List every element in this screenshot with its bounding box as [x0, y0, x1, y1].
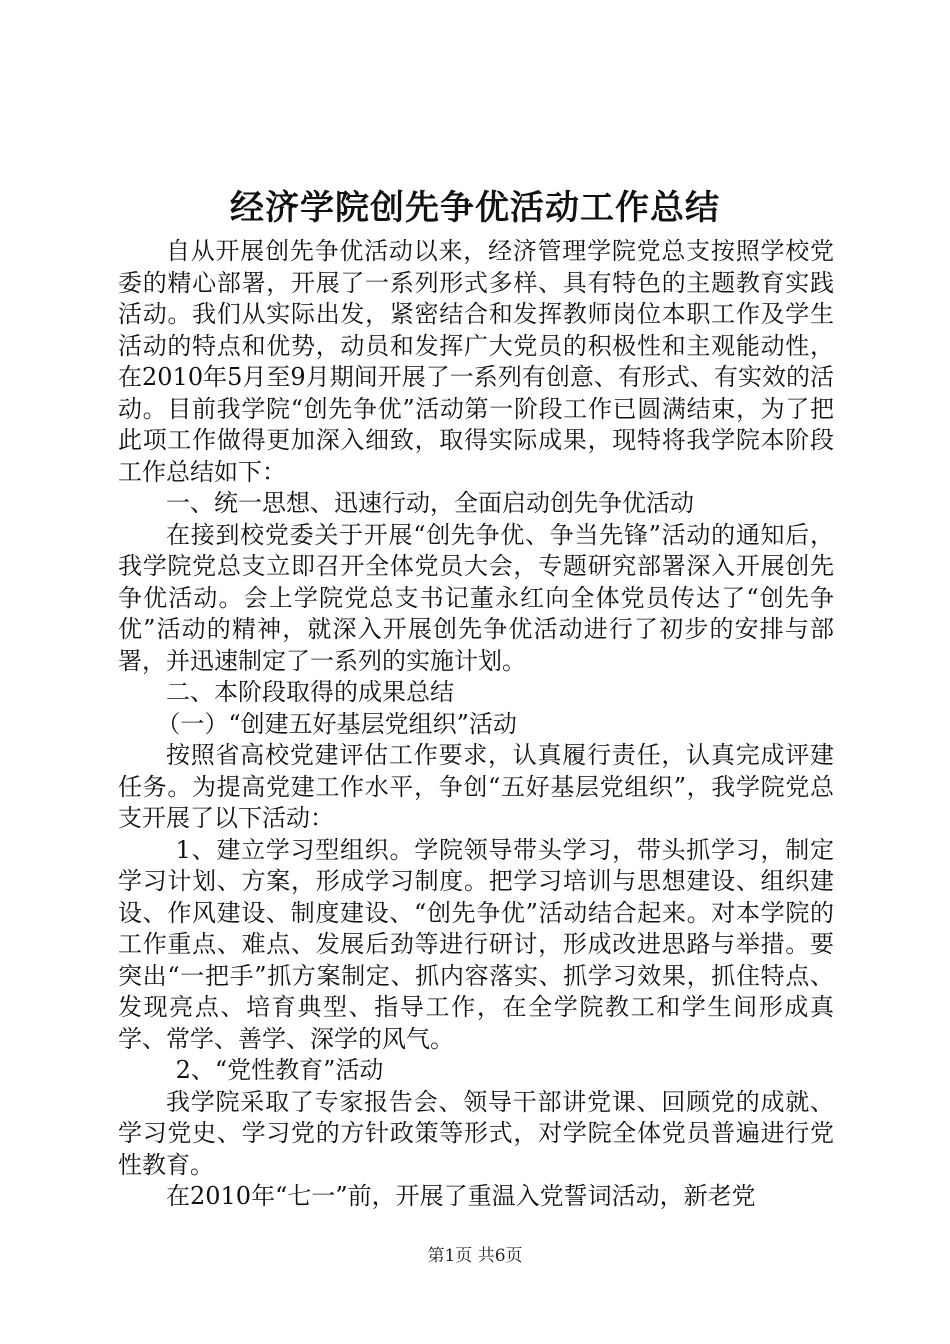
subsection-heading-1: （一）“创建五好基层党组织”活动: [156, 709, 517, 738]
paragraph-section-1: 在接到校党委关于开展“创先争优、争当先锋”活动的通知后，我学院党总支立即召开全体党员大会，专题研究部署深入开展创先争优活动。会上学院党总支书记董永红向全体党员传达了“创先争优”活动的精神，就深入开展创先争优活动进行了初步的安排与部署，并迅速制定了一系列的实施计划。: [118, 520, 834, 675]
document-body: [118, 236, 834, 1213]
paragraph-july-first: 在2010年“七一”前，开展了重温入党誓词活动，新老党: [166, 1182, 756, 1210]
numbered-item-1: 1、建立学习型组织。学院领导带头学习，带头抓学习，制定学习计划、方案，形成学习制度。把学习培训与思想建设、组织建设、作风建设、制度建设、“创先争优”活动结合起来。对本学院的工作重点、难点、发展后劲等进行研讨，形成改进思路与举措。要突出“一把手”抓方案制定、抓内容落实、抓学习效果，抓住特点、发现亮点、培育典型、指导工作，在全学院教工和学生间形成真学、常学、善学、深学的风气。: [118, 835, 834, 1053]
page-footer: 第1页 共6页: [427, 1246, 523, 1266]
document-title: 经济学院创先争优活动工作总结: [230, 188, 720, 228]
paragraph-intro: 自从开展创先争优活动以来，经济管理学院党总支按照学校党委的精心部署，开展了一系列形式多样、具有特色的主题教育实践活动。我们从实际出发，紧密结合和发挥教师岗位本职工作及学生活动的特点和优势，动员和发挥广大党员的积极性和主观能动性，在2010年5月至9月期间开展了一系列有创意、有形式、有实效的活动。目前我学院“创先争优”活动第一阶段工作已圆满结束，为了把此项工作做得更加深入细致，取得实际成果，现特将我学院本阶段工作总结如下：: [118, 237, 834, 486]
paragraph-party-education: 我学院采取了专家报告会、领导干部讲党课、回顾党的成就、学习党史、学习党的方针政策等形式，对学院全体党员普遍进行党性教育。: [118, 1087, 834, 1179]
numbered-item-2: 2、“党性教育”活动: [175, 1056, 384, 1084]
paragraph-subsection-1: 按照省高校党建评估工作要求，认真履行责任，认真完成评建任务。为提高党建工作水平，争创“五好基层党组织”，我学院党总支开展了以下活动：: [118, 741, 834, 832]
section-heading-2: 二、本阶段取得的成果总结: [166, 678, 454, 706]
section-heading-1: 一、统一思想、迅速行动，全面启动创先争优活动: [166, 489, 694, 517]
